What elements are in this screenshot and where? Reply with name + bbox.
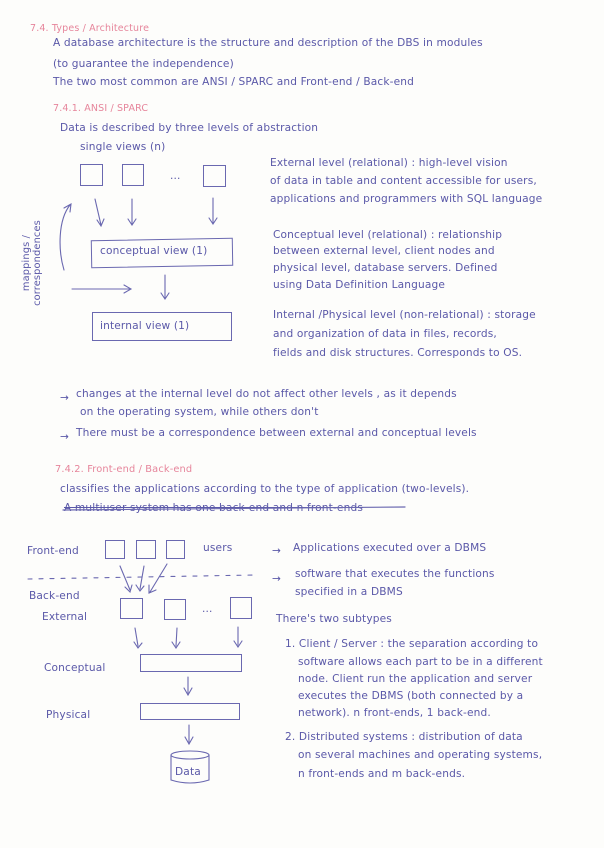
subtype-2-line: on several machines and operating systems, [298,749,543,761]
internal-level-line: Internal /Physical level (non-relational) : storage [273,309,536,321]
external-level-line: of data in table and content accessible for users, [270,175,537,187]
users-label: users [203,542,233,554]
bullet-arrow: → [60,431,70,443]
subtype-1-line: software allows each part to be in a different [298,656,543,668]
subtype-1-line: 1. Client / Server : the separation according to [285,638,539,650]
data-label: Data [175,766,201,778]
subtype-2-line: n front-ends and m back-ends. [298,768,466,780]
s74-line-2: (to guarantee the independence) [53,58,234,70]
back-end-desc-2: specified in a DBMS [295,586,403,598]
conceptual-view-label: conceptual view (1) [100,245,208,257]
subtype-2-line: 2. Distributed systems : distribution of data [285,731,523,743]
bullet-1-line-2: on the operating system, while others don't [80,406,319,418]
bullet-2: There must be a correspondence between external and conceptual levels [76,427,477,439]
subtype-1-line: executes the DBMS (both connected by a [298,690,524,702]
back-end-label: Back-end [29,590,80,602]
physical-label: Physical [46,709,91,721]
external-level-line: applications and programmers with SQL language [270,193,543,205]
subtypes-intro: There's two subtypes [276,613,392,625]
front-end-desc: Applications executed over a DBMS [293,542,487,554]
external-level-line: External level (relational) : high-level vision [270,157,508,169]
subtype-1-line: network). n front-ends, 1 back-end. [298,707,491,719]
section-7-4-1-title: 7.4.1. ANSI / SPARC [53,103,149,114]
s74-line-3: The two most common are ANSI / SPARC and Front-end / Back-end [53,76,415,88]
back-end-desc-1: software that executes the functions [295,568,495,580]
front-end-label: Front-end [27,545,79,557]
section-7-4-2-title: 7.4.2. Front-end / Back-end [55,464,193,475]
external-ellipsis: ... [202,603,213,615]
back-end-arrow: → [272,573,282,585]
conceptual-level-line: physical level, database servers. Defined [273,262,498,274]
bullet-1-line-1: changes at the internal level do not affect other levels , as it depends [76,388,457,400]
views-ellipsis: ... [170,170,181,182]
single-views-label: single views (n) [80,141,166,153]
external-label: External [42,611,88,623]
internal-level-line: and organization of data in files, records, [273,328,497,340]
internal-level-line: fields and disk structures. Corresponds to OS. [273,347,523,359]
conceptual-level-line: using Data Definition Language [273,279,446,291]
s742-intro: classifies the applications according to the type of application (two-levels). [60,483,470,495]
s742-struck-text: A multiuser system has one back-end and n front-ends [64,502,364,514]
conceptual-level-line: between external level, client nodes and [273,245,495,257]
mapping-label-2: correspondences [32,220,43,306]
front-end-arrow: → [272,545,282,557]
conceptual-label: Conceptual [44,662,106,674]
mapping-label-1: mappings / [21,234,32,292]
section-7-4-title: 7.4. Types / Architecture [30,23,150,34]
subtype-1-line: node. Client run the application and server [298,673,533,685]
s74-line-1: A database architecture is the structure and description of the DBS in modules [53,37,483,49]
internal-view-label: internal view (1) [100,320,190,332]
s741-intro: Data is described by three levels of abstraction [60,122,319,134]
bullet-arrow: → [60,392,70,404]
conceptual-level-line: Conceptual level (relational) : relationship [273,229,503,241]
